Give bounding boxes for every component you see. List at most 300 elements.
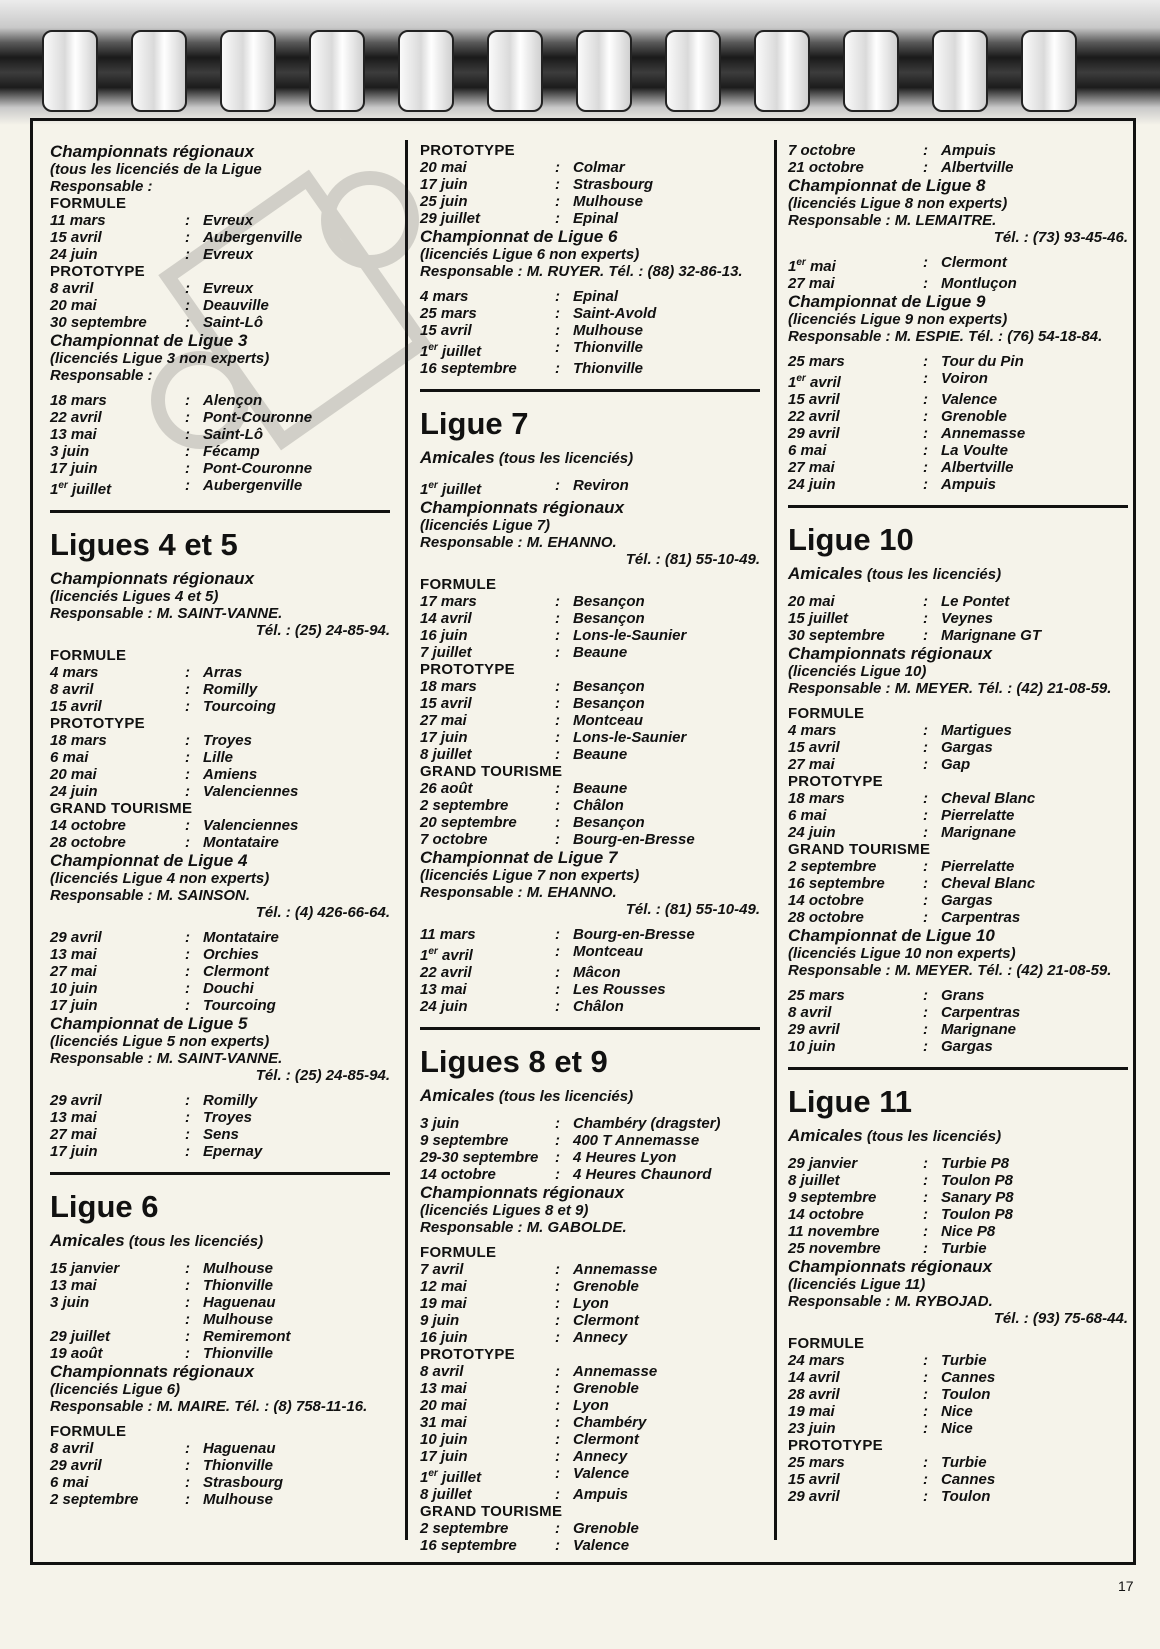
event-row <box>420 644 760 661</box>
event-date: 1er juillet <box>420 1468 482 1486</box>
section-detail: Responsable : <box>50 178 153 195</box>
event-row <box>788 892 1128 909</box>
event-row <box>788 739 1128 756</box>
event-place: Marignane GT <box>941 627 1042 644</box>
event-date: 20 mai <box>50 766 97 783</box>
event-row <box>420 780 760 797</box>
colon-separator: : <box>185 681 190 698</box>
event-date: 7 juillet <box>420 644 472 661</box>
binding-ring <box>487 30 543 112</box>
event-date: 24 juin <box>788 824 836 841</box>
event-place: Lyon <box>573 1397 609 1414</box>
event-date: 10 juin <box>50 980 98 997</box>
event-date: 2 septembre <box>420 797 509 814</box>
spacer <box>788 697 1128 705</box>
event-date: 28 octobre <box>50 834 126 851</box>
event-place: Besançon <box>573 814 645 831</box>
event-row <box>788 807 1128 824</box>
colon-separator: : <box>185 1260 190 1277</box>
spiral-binding <box>0 0 1160 125</box>
event-date: 19 mai <box>788 1403 835 1420</box>
event-date: 9 septembre <box>788 1189 877 1206</box>
event-row <box>50 1260 390 1277</box>
spacer <box>420 1107 760 1115</box>
event-place: Evreux <box>203 246 254 263</box>
event-date: 30 septembre <box>788 627 885 644</box>
colon-separator: : <box>555 477 560 494</box>
section-heading: Championnats régionaux <box>50 569 255 588</box>
section-detail: Responsable : M. SAINT-VANNE. <box>50 605 283 622</box>
amicales-note: (tous les licenciés) <box>128 1233 264 1250</box>
event-place: Romilly <box>203 681 258 698</box>
colon-separator: : <box>185 460 190 477</box>
event-row <box>788 1021 1128 1038</box>
colon-separator: : <box>185 963 190 980</box>
event-date: 15 avril <box>788 1471 840 1488</box>
event-place: Gargas <box>941 739 993 756</box>
event-date: 14 avril <box>420 610 472 627</box>
colon-separator: : <box>923 459 928 476</box>
colon-separator: : <box>555 780 560 797</box>
spacer <box>420 918 760 926</box>
event-row <box>788 756 1128 773</box>
event-date: 25 mars <box>788 353 845 370</box>
event-row <box>50 212 390 229</box>
event-place: Carpentras <box>941 909 1021 926</box>
event-place: Besançon <box>573 695 645 712</box>
event-row <box>50 997 390 1014</box>
event-date: 8 juillet <box>420 1486 472 1503</box>
colon-separator: : <box>923 476 928 493</box>
section-heading: Championnats régionaux <box>420 1183 625 1202</box>
section-heading: Championnat de Ligue 7 <box>420 848 618 867</box>
spacer <box>420 1236 760 1244</box>
event-row <box>50 409 390 426</box>
event-row <box>50 246 390 263</box>
event-date: 27 mai <box>788 459 835 476</box>
event-date: 27 mai <box>788 275 835 292</box>
event-place: Mulhouse <box>203 1260 273 1277</box>
event-row <box>420 746 760 763</box>
event-place: Besançon <box>573 678 645 695</box>
event-row <box>50 929 390 946</box>
event-date: 16 juin <box>420 1329 468 1346</box>
event-row <box>420 1295 760 1312</box>
colon-separator: : <box>555 712 560 729</box>
event-place: Lons-le-Saunier <box>573 627 687 644</box>
event-date: 15 avril <box>788 739 840 756</box>
event-date: 17 juin <box>420 176 468 193</box>
section-detail: (licenciés Ligue 5 non experts) <box>50 1033 270 1050</box>
event-date: 27 mai <box>788 756 835 773</box>
event-date: 22 avril <box>50 409 102 426</box>
colon-separator: : <box>185 1474 190 1491</box>
amicales-note: (tous les licenciés) <box>498 1088 634 1105</box>
event-place: Troyes <box>203 732 252 749</box>
colon-separator: : <box>185 246 190 263</box>
event-row <box>788 425 1128 442</box>
spacer <box>788 1327 1128 1335</box>
spacer <box>50 921 390 929</box>
event-date: 16 septembre <box>420 1537 517 1554</box>
spacer <box>50 1084 390 1092</box>
event-row <box>420 1312 760 1329</box>
event-place: Mulhouse <box>573 322 643 339</box>
event-date: 29 avril <box>788 1021 840 1038</box>
section-heading: Championnat de Ligue 10 <box>788 926 995 945</box>
event-place: Nice P8 <box>941 1223 996 1240</box>
colon-separator: : <box>923 1352 928 1369</box>
section-rule <box>50 1172 390 1175</box>
event-date: 4 mars <box>788 722 837 739</box>
colon-separator: : <box>555 1380 560 1397</box>
event-row <box>420 477 760 498</box>
event-row <box>420 729 760 746</box>
colon-separator: : <box>923 1038 928 1055</box>
spacer <box>788 345 1128 353</box>
event-place: Evreux <box>203 212 254 229</box>
event-place: Montceau <box>573 712 644 729</box>
event-place: Douchi <box>203 980 254 997</box>
colon-separator: : <box>555 678 560 695</box>
colon-separator: : <box>555 176 560 193</box>
category-label: GRAND TOURISME <box>420 763 563 780</box>
event-place: Besançon <box>573 593 645 610</box>
event-date: 15 juillet <box>788 610 849 627</box>
event-date: 15 avril <box>420 322 472 339</box>
binding-ring <box>398 30 454 112</box>
event-place: 400 T Annemasse <box>573 1132 700 1149</box>
event-place: Saint-Lô <box>203 426 263 443</box>
event-row <box>50 1143 390 1160</box>
section-detail: (licenciés Ligue 6) <box>50 1381 181 1398</box>
category-label: FORMULE <box>50 195 127 212</box>
section-detail: (licenciés Ligue 10 non experts) <box>788 945 1016 962</box>
phone-number: Tél. : (81) 55-10-49. <box>625 551 760 568</box>
colon-separator: : <box>185 212 190 229</box>
event-place: Les Rousses <box>573 981 666 998</box>
event-row <box>420 797 760 814</box>
colon-separator: : <box>923 610 928 627</box>
event-date: 8 avril <box>788 1004 832 1021</box>
section-detail: Responsable : M. GABOLDE. <box>420 1219 627 1236</box>
event-place: Beaune <box>573 644 628 661</box>
colon-separator: : <box>185 314 190 331</box>
event-row <box>50 1457 390 1474</box>
colon-separator: : <box>923 593 928 610</box>
event-place: Turbie <box>941 1352 987 1369</box>
event-row <box>788 1386 1128 1403</box>
event-row <box>50 297 390 314</box>
colon-separator: : <box>923 1206 928 1223</box>
league-title: Ligue 6 <box>50 1189 159 1224</box>
event-date: 3 juin <box>50 443 90 460</box>
event-place: Grans <box>941 987 985 1004</box>
event-row <box>788 254 1128 275</box>
event-row <box>50 1440 390 1457</box>
event-place: Tour du Pin <box>941 353 1024 370</box>
event-place: Bourg-en-Bresse <box>573 831 695 848</box>
event-row <box>420 322 760 339</box>
colon-separator: : <box>923 391 928 408</box>
colon-separator: : <box>555 943 560 960</box>
event-date: 13 mai <box>50 1277 97 1294</box>
event-row <box>420 926 760 943</box>
event-place: Tourcoing <box>203 698 276 715</box>
amicales-label: Amicales <box>50 1231 125 1250</box>
section-detail: Responsable : M. EHANNO. <box>420 534 617 551</box>
event-row <box>788 1352 1128 1369</box>
section-detail: (licenciés Ligues 4 et 5) <box>50 588 219 605</box>
category-label: PROTOTYPE <box>788 773 883 790</box>
event-row <box>788 408 1128 425</box>
event-row <box>50 963 390 980</box>
colon-separator: : <box>923 858 928 875</box>
event-row <box>788 722 1128 739</box>
event-date: 24 mars <box>788 1352 845 1369</box>
event-row <box>788 459 1128 476</box>
event-date: 11 mars <box>50 212 106 229</box>
binding-ring <box>576 30 632 112</box>
event-date: 15 avril <box>420 695 472 712</box>
event-place: Bourg-en-Bresse <box>573 926 695 943</box>
section-detail: (licenciés Ligue 7) <box>420 517 551 534</box>
event-place: Cheval Blanc <box>941 790 1036 807</box>
colon-separator: : <box>555 1261 560 1278</box>
event-place: Remiremont <box>203 1328 291 1345</box>
event-row <box>50 732 390 749</box>
event-date: 7 avril <box>420 1261 464 1278</box>
colon-separator: : <box>185 783 190 800</box>
event-place: Amiens <box>203 766 258 783</box>
category-label: PROTOTYPE <box>420 1346 515 1363</box>
event-place: Clermont <box>203 963 269 980</box>
event-row <box>420 1431 760 1448</box>
colon-separator: : <box>555 998 560 1015</box>
binding-ring <box>309 30 365 112</box>
event-date: 18 mars <box>50 732 107 749</box>
colon-separator: : <box>923 1386 928 1403</box>
section-rule <box>420 389 760 392</box>
league-title: Ligues 4 et 5 <box>50 527 238 562</box>
event-date: 25 mars <box>420 305 477 322</box>
event-place: Turbie <box>941 1240 987 1257</box>
event-date: 3 juin <box>50 1294 90 1311</box>
event-place: Carpentras <box>941 1004 1021 1021</box>
event-row <box>788 370 1128 391</box>
section-heading: Championnat de Ligue 6 <box>420 227 618 246</box>
event-date: 17 juin <box>420 1448 468 1465</box>
colon-separator: : <box>555 288 560 305</box>
event-date: 20 mai <box>420 159 467 176</box>
event-row <box>420 305 760 322</box>
amicales-heading <box>420 1086 760 1107</box>
amicales-heading <box>788 1126 1128 1147</box>
event-place: Epernay <box>203 1143 263 1160</box>
section-heading: Championnat de Ligue 5 <box>50 1014 248 1033</box>
event-date: 6 mai <box>788 807 827 824</box>
event-date: 17 juin <box>50 997 98 1014</box>
event-row <box>788 1189 1128 1206</box>
event-date: 20 mai <box>50 297 97 314</box>
colon-separator: : <box>185 766 190 783</box>
colon-separator: : <box>555 210 560 227</box>
colon-separator: : <box>923 1155 928 1172</box>
event-date: 19 mai <box>420 1295 467 1312</box>
colon-separator: : <box>555 1520 560 1537</box>
colon-separator: : <box>923 627 928 644</box>
colon-separator: : <box>185 1143 190 1160</box>
event-date: 17 juin <box>420 729 468 746</box>
event-row <box>420 831 760 848</box>
colon-separator: : <box>923 353 928 370</box>
event-place: Annemasse <box>941 425 1026 442</box>
colon-separator: : <box>185 997 190 1014</box>
colon-separator: : <box>185 946 190 963</box>
event-date: 25 mars <box>788 1454 845 1471</box>
event-row <box>420 1261 760 1278</box>
event-row <box>50 1092 390 1109</box>
section-heading: Championnat de Ligue 8 <box>788 176 986 195</box>
event-date: 1er mai <box>788 257 836 275</box>
event-date: 3 juin <box>420 1115 460 1132</box>
section-detail: Responsable : M. LEMAITRE. <box>788 212 997 229</box>
event-date: 17 juin <box>50 460 98 477</box>
colon-separator: : <box>923 142 928 159</box>
event-row <box>788 1038 1128 1055</box>
event-date: 25 mars <box>788 987 845 1004</box>
colon-separator: : <box>555 339 560 356</box>
event-row <box>420 981 760 998</box>
section-detail: (licenciés Ligue 6 non experts) <box>420 246 640 263</box>
event-place: Besançon <box>573 610 645 627</box>
event-date: 9 juin <box>420 1312 460 1329</box>
spacer <box>50 1252 390 1260</box>
event-row <box>788 790 1128 807</box>
section-heading: Championnats régionaux <box>788 644 993 663</box>
event-date: 24 juin <box>50 246 98 263</box>
event-date: 15 janvier <box>50 1260 120 1277</box>
event-row <box>50 280 390 297</box>
event-row <box>788 909 1128 926</box>
section-detail: (licenciés Ligue 8 non experts) <box>788 195 1008 212</box>
event-date: 27 mai <box>420 712 467 729</box>
colon-separator: : <box>555 831 560 848</box>
event-row <box>50 1311 390 1328</box>
event-place: Troyes <box>203 1109 252 1126</box>
event-row <box>788 159 1128 176</box>
event-row <box>420 998 760 1015</box>
event-date: 6 mai <box>50 1474 89 1491</box>
category-label: GRAND TOURISME <box>50 800 193 817</box>
category-label: PROTOTYPE <box>50 263 145 280</box>
event-place: Pont-Couronne <box>203 409 313 426</box>
colon-separator: : <box>555 322 560 339</box>
event-place: Beaune <box>573 746 628 763</box>
event-date: 14 avril <box>788 1369 840 1386</box>
event-place: Montluçon <box>941 275 1017 292</box>
event-place: Haguenau <box>203 1294 276 1311</box>
event-place: Valenciennes <box>203 783 299 800</box>
event-date: 23 juin <box>788 1420 836 1437</box>
event-place: Thionville <box>203 1457 274 1474</box>
event-row <box>420 176 760 193</box>
colon-separator: : <box>185 1491 190 1508</box>
event-row <box>50 229 390 246</box>
event-date: 13 mai <box>420 1380 467 1397</box>
event-row <box>788 1004 1128 1021</box>
section-detail: Responsable : <box>50 367 153 384</box>
event-date: 8 avril <box>420 1363 464 1380</box>
event-row <box>50 834 390 851</box>
spacer <box>420 568 760 576</box>
event-date: 29 juillet <box>420 210 481 227</box>
event-place: La Voulte <box>941 442 1008 459</box>
event-row <box>420 1149 760 1166</box>
event-date: 30 septembre <box>50 314 147 331</box>
spacer <box>420 280 760 288</box>
event-row <box>420 610 760 627</box>
event-place: Martigues <box>941 722 1012 739</box>
colon-separator: : <box>923 370 928 387</box>
section-detail: Responsable : M. MEYER. Tél. : (42) 21-08-59. <box>788 962 1112 979</box>
event-row <box>50 1109 390 1126</box>
colon-separator: : <box>923 442 928 459</box>
event-place: Ampuis <box>941 142 997 159</box>
event-date: 29 avril <box>50 1457 102 1474</box>
colon-separator: : <box>555 964 560 981</box>
event-row <box>420 1166 760 1183</box>
category-label: GRAND TOURISME <box>788 841 931 858</box>
colon-separator: : <box>185 749 190 766</box>
amicales-note: (tous les licenciés) <box>866 566 1002 583</box>
event-place: Albertville <box>941 159 1014 176</box>
event-row <box>50 1328 390 1345</box>
event-place: Toulon P8 <box>941 1206 1013 1223</box>
event-place: Reviron <box>573 477 629 494</box>
event-place: Clermont <box>573 1431 639 1448</box>
colon-separator: : <box>923 756 928 773</box>
event-place: Montataire <box>203 834 279 851</box>
event-place: Nice <box>941 1420 973 1437</box>
colon-separator: : <box>555 627 560 644</box>
section-heading: Championnats régionaux <box>50 1362 255 1381</box>
phone-number: Tél. : (73) 93-45-46. <box>993 229 1128 246</box>
event-row <box>50 1126 390 1143</box>
event-place: Ampuis <box>941 476 997 493</box>
event-row <box>788 142 1128 159</box>
colon-separator: : <box>185 426 190 443</box>
category-label: FORMULE <box>788 705 865 722</box>
event-place: Colmar <box>573 159 625 176</box>
colon-separator: : <box>555 1486 560 1503</box>
event-place: Annemasse <box>573 1363 658 1380</box>
colon-separator: : <box>555 644 560 661</box>
column-divider <box>774 140 777 1540</box>
section-heading: Championnat de Ligue 3 <box>50 331 248 350</box>
event-date: 29 janvier <box>788 1155 858 1172</box>
colon-separator: : <box>923 254 928 271</box>
event-row <box>788 1454 1128 1471</box>
event-date: 15 avril <box>50 229 102 246</box>
event-date: 2 septembre <box>50 1491 139 1508</box>
event-row <box>50 1491 390 1508</box>
section-detail: (licenciés Ligue 10) <box>788 663 927 680</box>
colon-separator: : <box>555 360 560 377</box>
amicales-note: (tous les licenciés) <box>498 450 634 467</box>
amicales-label: Amicales <box>420 1086 495 1105</box>
colon-separator: : <box>555 1132 560 1149</box>
